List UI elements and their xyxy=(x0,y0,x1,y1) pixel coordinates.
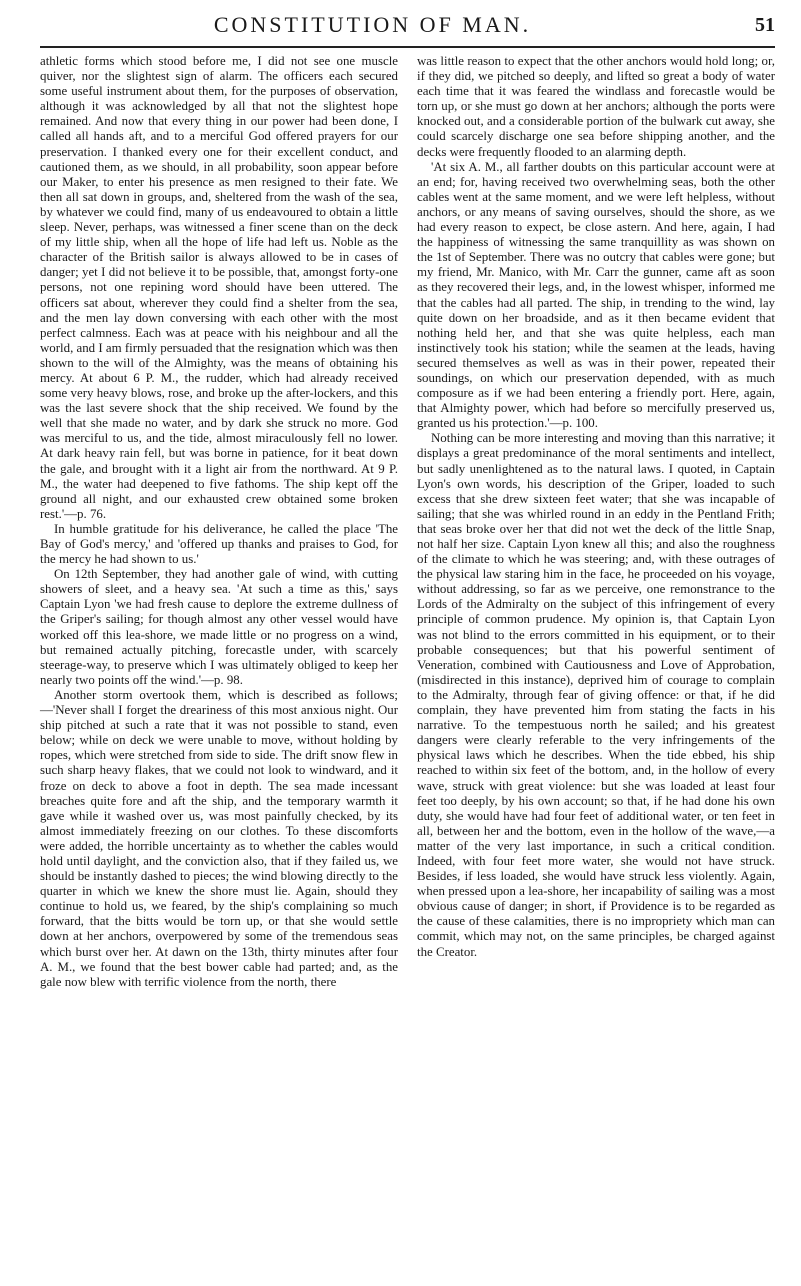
right-column xyxy=(417,54,775,990)
paragraph: Nothing can be more interesting and moving than this narrative; it displays a great predominance of the moral sentiments and intellect, but sadly unenlightened as to the natural laws. I quoted, in Captain Lyon's own words, his description of the Griper, loaded to such excess that she drew sixteen feet water; that she was incapable of sailing; that she was whirled round in an eddy in the Pentland Frith; that seas broke over her that did not wet the deck of the little Snap, not half her size. Captain Lyon knew all this; and also the roughness of the climate to which he was steering; and, with these outrages of the physical law staring him in the face, he proceeded on his voyage, without addressing, so far as we perceive, one remonstrance to the Lords of the Admiralty on the subject of this infringement of every principle of common prudence. My opinion is, that Captain Lyon was not blind to the errors committed in his equipment, or to their probable consequences; but that his powerful sentiment of Veneration, combined with Cautiousness and Love of Approbation, (misdirected in this instance), deprived him of courage to complain to the Admiralty, through fear of giving offence: or that, if he did complain, they have prevented him from stating the facts in his narrative. To the tempestuous north he sailed; and his greatest dangers were clearly referable to the very infringements of the physical laws which he describes. When the tide ebbed, his ship reached to within six feet of the bottom, and, in the hollow of every wave, struck with great violence: but she was loaded at least four feet too deeply, by his own account; so that, if he had done his own duty, she would have had four feet of additional water, or ten feet in all, between her and the bottom, even in the hollow of the wave,—a matter of the very last importance, in such a critical condition. Indeed, with four feet more water, she would not have struck. Besides, if less loaded, she would have struck less violently. Again, when pressed upon a lea-shore, her incapability of sailing was a most obvious cause of danger; in short, if Providence is to be regarded as the cause of these calamities, there is no impropriety which man can commit, which may not, on the same principles, be charged against the Creator. xyxy=(417,431,775,959)
paragraph: athletic forms which stood before me, I did not see one muscle quiver, nor the slightest sign of alarm. The officers each secured some useful instrument about them, for the purposes of observation, although it was acknowledged by all that not the slightest hope remained. And now that every thing in our power had been done, I called all hands aft, and to a merciful God offered prayers for our preservation. I thanked every one for their excellent conduct, and cautioned them, as we should, in all probability, soon appear before our Maker, to enter his presence as men resigned to their fate. We then all sat down in groups, and, sheltered from the wash of the sea, by whatever we could find, many of us endeavoured to obtain a little sleep. Never, perhaps, was witnessed a finer scene than on the deck of my little ship, when all the hope of life had left us. Noble as the character of the British sailor is always allowed to be in cases of danger; yet I did not believe it to be possible, that, amongst forty-one persons, not one repining word should have been uttered. The officers sat about, wherever they could find a shelter from the sea, and the men lay down conversing with each other with the most perfect calmness. Each was at peace with his neighbour and all the world, and I am firmly persuaded that the resignation which was then shown to the will of the Almighty, was the means of obtaining his mercy. At about 6 P. M., the rudder, which had already received some very heavy blows, rose, and broke up the after-lockers, and this was the last severe shock that the ship received. We found by the well that she made no water, and by dark she struck no more. God was merciful to us, and the tide, almost miraculously fell no lower. At dark heavy rain fell, but was borne in patience, for it beat down the gale, and brought with it a light air from the northward. At 9 P. M., the water had deepened to five fathoms. The ship kept off the ground all night, and our exhausted crew obtained some broken rest.'—p. 76. xyxy=(40,54,398,521)
paragraph: Another storm overtook them, which is described as follows;—'Never shall I forget the dreariness of this most anxious night. Our ship pitched at such a rate that it was not possible to stand, even below; while on deck we were unable to move, without holding by ropes, which were stretched from side to side. The drift snow flew in such sharp heavy flakes, that we could not look to windward, and it froze on deck to above a foot in depth. The sea made incessant breaches quite fore and aft the ship, and the temporary warmth it gave while it washed over us, was most painfully checked, by its almost immediately freezing on our clothes. To these discomforts were added, the horrible uncertainty as to whether the cables would hold until daylight, and the conviction also, that if they failed us, we should be instantly dashed to pieces; the wind blowing directly to the quarter in which we knew the shore must lie. Again, should they continue to hold us, we feared, by the ship's complaining so much forward, that the bitts would be torn up, or that she would settle down at her anchors, overpowered by some of the tremendous seas which burst over her. At dawn on the 13th, thirty minutes after four A. M., we found that the best bower cable had parted; and, as the gale now blew with terrific violence from the north, there xyxy=(40,687,398,989)
paragraph: 'At six A. M., all farther doubts on this particular account were at an end; for, having received two overwhelming seas, both the other cables went at the same moment, and we were left helpless, without anchors, or any means of saving ourselves, should the shore, as we had every reason to expect, be close astern. And here, again, I had the happiness of witnessing the same tranquillity as was shown on the 1st of September. There was no outcry that cables were gone; but my friend, Mr. Manico, with Mr. Carr the gunner, came aft as soon as they recovered their legs, and, in the lowest whisper, informed me that the cables had all parted. The ship, in trending to the wind, lay quite down on her broadside, and as it then became evident that nothing held her, and that she was quite helpless, each man instinctively took his station; while the seamen at the leads, having secured themselves as well as was in their power, repeated their soundings, on which our preservation depended, with as much composure as if we had been entering a friendly port. Here, again, that Almighty power, which had before so mercifully preserved us, granted us his protection.'—p. 100. xyxy=(417,159,775,431)
running-head: CONSTITUTION OF MAN. xyxy=(213,12,532,37)
text-columns xyxy=(40,54,775,990)
paragraph: was little reason to expect that the other anchors would hold long; or, if they did, we pitched so deeply, and lifted so great a body of water each time that it was feared the windlass and forecastle would be torn up, or she must go down at her anchors; although the ports were knocked out, and a considerable portion of the bulwark cut away, she could scarcely discharge one sea before shipping another, and the decks were frequently flooded to an alarming depth. xyxy=(417,54,775,159)
paragraph: On 12th September, they had another gale of wind, with cutting showers of sleet, and a heavy sea. 'At such a time as this,' says Captain Lyon 'we had fresh cause to deplore the extreme dullness of the Griper's sailing; for though almost any other vessel would have worked off this lea-shore, we made little or no progress on a wind, but remained actually pitching, forecastle under, with scarcely steerage-way, to preserve which I was ultimately obliged to keep her nearly two points off the wind.'—p. 98. xyxy=(40,567,398,687)
page-header xyxy=(40,10,775,44)
left-column xyxy=(40,54,398,990)
header-rule xyxy=(40,46,775,48)
paragraph: In humble gratitude for his deliverance, he called the place 'The Bay of God's mercy,' and 'offered up thanks and praises to God, for the mercy he had shown to us.' xyxy=(40,521,398,567)
page-number: 51 xyxy=(755,14,775,36)
